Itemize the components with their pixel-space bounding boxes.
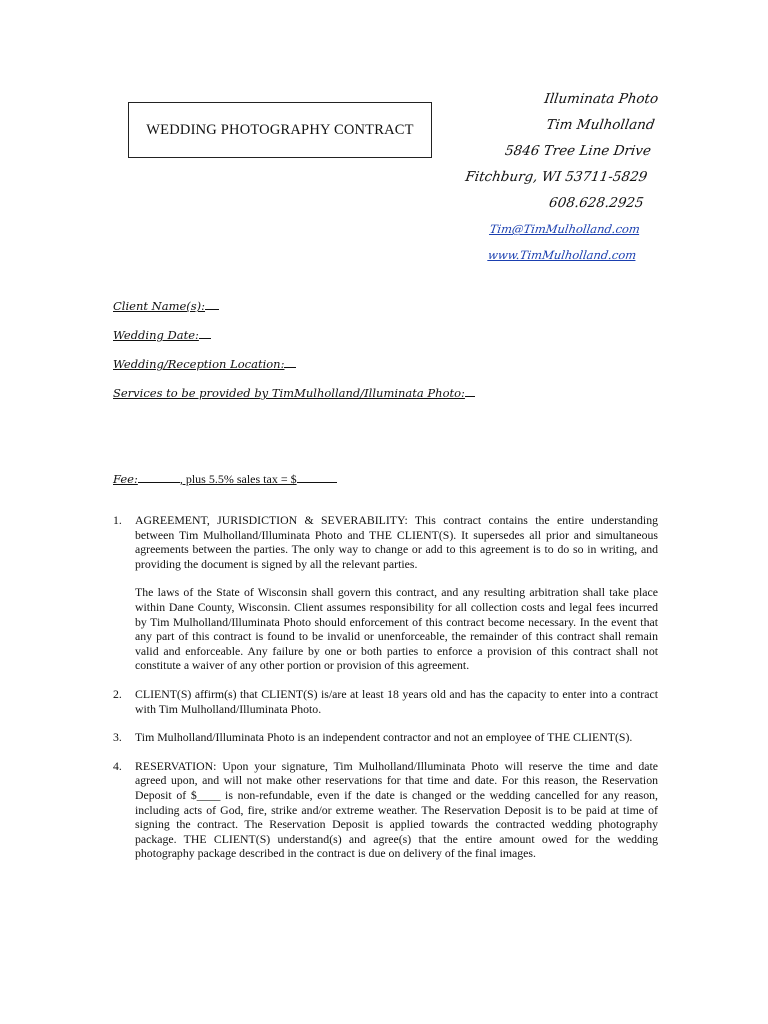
- letterhead-city: Fitchburg, WI 53711-5829: [464, 169, 649, 185]
- letterhead: [334, 86, 660, 268]
- client-name-label: Client Name(s):: [113, 299, 206, 313]
- wedding-date-label: Wedding Date:: [113, 328, 199, 342]
- clause-paragraph: RESERVATION: Upon your signature, Tim Mulholland/Illuminata Photo will reserve the time and date agreed upon, and will not make other reservations for that time and date. For this reason, the Reservation Deposit of $____ is non-refundable, even if the date is changed or the wedding cancelled for any reason, including acts of God, fire, strike and/or extreme weather. The Reservation Deposit is to be paid at time of signing the contract. The Reservation Deposit is applied towards the contracted wedding photography package. THE CLIENT(S) understand(s) and agree(s) that the entire amount owed for the wedding photography package described in the contract is due on delivery of the final images.: [135, 758, 658, 861]
- services-field[interactable]: [113, 383, 673, 412]
- client-name-field[interactable]: [113, 296, 673, 325]
- clause-item: [113, 513, 658, 673]
- clause-item: [113, 759, 658, 861]
- fee-tax-text: , plus 5.5% sales tax = $: [179, 472, 297, 486]
- clause-paragraph: CLIENT(S) affirm(s) that CLIENT(S) is/are at least 18 years old and has the capacity to enter into a contract with Tim Mulholland/Illuminata Photo.: [135, 686, 658, 716]
- wedding-date-field[interactable]: [113, 325, 673, 354]
- clause-number: 4.: [113, 758, 122, 773]
- clause-paragraph: Tim Mulholland/Illuminata Photo is an independent contractor and not an employee of THE CLIENT(S).: [135, 730, 633, 745]
- clause-number: 1.: [113, 513, 122, 527]
- fee-label: Fee:: [113, 472, 138, 486]
- clause-item: [113, 687, 658, 716]
- letterhead-business: Illuminata Photo: [543, 91, 660, 107]
- clause-number: 2.: [113, 686, 122, 701]
- clause-number: 3.: [113, 730, 122, 745]
- website-link[interactable]: www.TimMulholland.com: [487, 248, 638, 262]
- location-label: Wedding/Reception Location:: [113, 357, 285, 371]
- letterhead-name: Tim Mulholland: [545, 117, 656, 133]
- clause-item: [113, 730, 658, 745]
- location-field[interactable]: [113, 354, 673, 383]
- fee-total-blank[interactable]: [297, 470, 337, 483]
- contract-clauses: [113, 513, 658, 875]
- services-label: Services to be provided by TimMulholland/Illuminata Photo:: [113, 386, 465, 400]
- fee-line: [113, 470, 337, 487]
- letterhead-street: 5846 Tree Line Drive: [503, 143, 652, 159]
- letterhead-phone: 608.628.2925: [547, 195, 645, 211]
- contract-title: WEDDING PHOTOGRAPHY CONTRACT: [146, 121, 414, 138]
- email-link[interactable]: Tim@TimMulholland.com: [488, 222, 641, 236]
- client-fields: [113, 296, 673, 412]
- clause-paragraph: AGREEMENT, JURISDICTION & SEVERABILITY: This contract contains the entire understanding between Tim Mulholland/Illuminata Photo and THE CLIENT(S). It supersedes all prior and simultaneous agreements between the parties. The only way to change or add to this agreement is to do so in writing, and providing the document is signed by all the relevant parties.: [135, 513, 658, 571]
- clause-paragraph: The laws of the State of Wisconsin shall govern this contract, and any resulting arbitration shall take place within Dane County, Wisconsin. Client assumes responsibility for all collection costs and legal fees incurred by Tim Mulholland/Illuminata Photo should enforcement of this contract become necessary. In the event that any part of this contract is found to be invalid or unenforceable, the remainder of this contract shall remain valid and enforceable. Any failure by one or both parties to enforce a provision of this contract shall not constitute a waiver of any other portion or provision of this agreement.: [135, 585, 658, 673]
